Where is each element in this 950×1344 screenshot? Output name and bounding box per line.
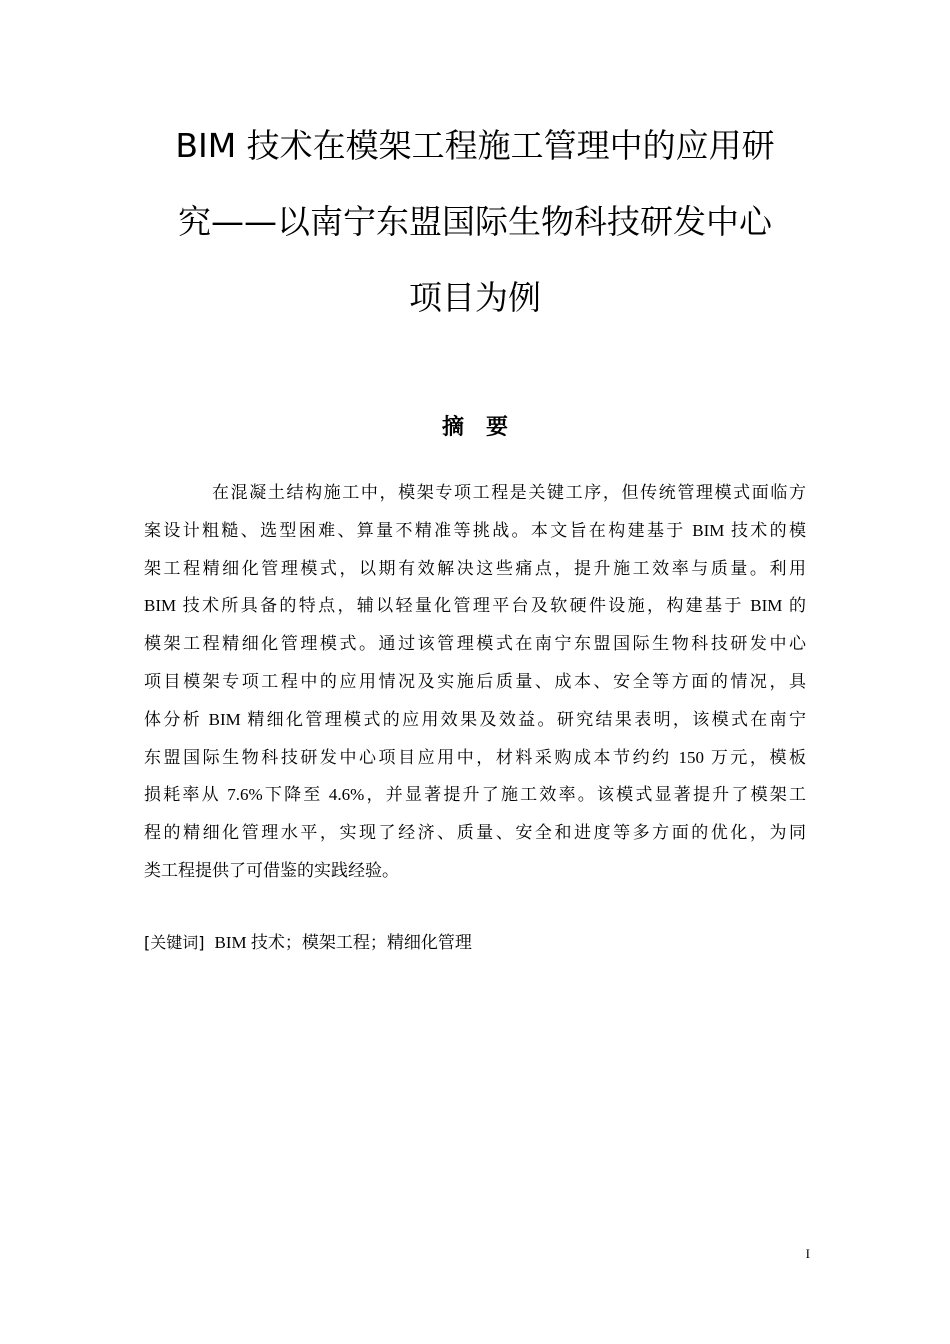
title-line-3: 项目为例	[409, 278, 541, 317]
keywords-line	[144, 927, 806, 959]
abstract-line: 模架工程精细化管理模式。通过该管理模式在南宁东盟国际生物科技研发中心	[144, 634, 806, 654]
keywords-label: [关键词]	[144, 933, 205, 952]
abstract-line: 程的精细化管理水平，实现了经济、质量、安全和进度等多方面的优化，为同	[144, 823, 806, 843]
abstract-line: 东盟国际生物科技研发中心项目应用中，材料采购成本节约约 150 万元，模板	[144, 747, 806, 767]
abstract-line: 项目模架专项工程中的应用情况及实施后质量、成本、安全等方面的情况，具	[144, 671, 806, 691]
abstract-line: BIM 技术所具备的特点，辅以轻量化管理平台及软硬件设施，构建基于 BIM 的	[144, 596, 806, 616]
keywords-text: BIM 技术；模架工程；精细化管理	[214, 933, 472, 952]
abstract-line: 案设计粗糙、选型困难、算量不精准等挑战。本文旨在构建基于 BIM 技术的模	[144, 520, 806, 540]
paper-title	[140, 108, 810, 336]
abstract-heading: 摘要	[441, 415, 530, 440]
title-line-1: BIM 技术在模架工程施工管理中的应用研	[175, 126, 775, 165]
page-number: I	[805, 1246, 810, 1261]
abstract-line: 类工程提供了可借鉴的实践经验。	[144, 860, 399, 880]
abstract-line: 架工程精细化管理模式，以期有效解决这些痛点，提升施工效率与质量。利用	[144, 558, 806, 578]
abstract-line: 损耗率从 7.6%下降至 4.6%，并显著提升了施工效率。该模式显著提升了模架工	[144, 785, 806, 805]
title-line-2: 究——以南宁东盟国际生物科技研发中心	[178, 202, 772, 241]
abstract-body	[144, 474, 806, 890]
abstract-line: 在混凝土结构施工中，模架专项工程是关键工序，但传统管理模式面临方	[212, 483, 806, 502]
abstract-line: 体分析 BIM 精细化管理模式的应用效果及效益。研究结果表明，该模式在南宁	[144, 709, 806, 729]
